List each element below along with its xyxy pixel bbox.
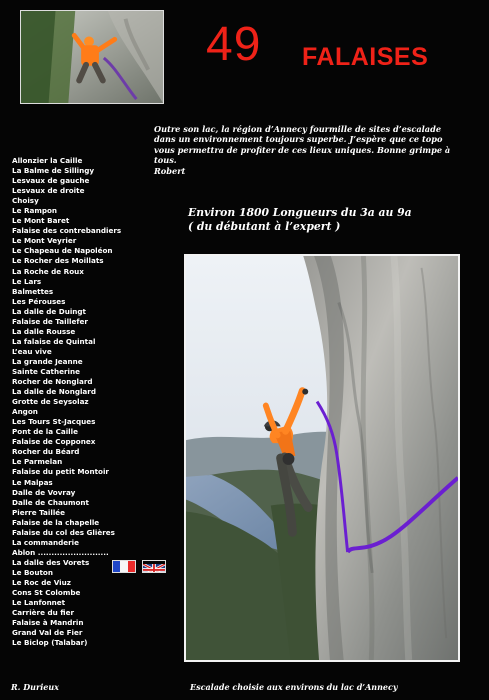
- route-summary-line-2: ( du débutant à l’expert ): [188, 220, 341, 233]
- intro-paragraph: Outre son lac, la région d’Annecy fourmille de sites d’escalade dans un environnement toujours superbe. J’espère que ce topo vous permettra de profiter de ces lieux uniques. Bonne grimpe à tous.: [154, 124, 451, 166]
- page-title: [206, 20, 476, 70]
- author-name: R. Durieux: [11, 682, 59, 692]
- list-item: La grande Jeanne: [12, 356, 83, 366]
- list-item: Le Biclop (Talabar): [12, 638, 88, 648]
- list-item: Le Lanfonnet: [12, 598, 66, 608]
- language-flags: [112, 560, 168, 574]
- list-item: La dalle Rousse: [12, 326, 76, 336]
- list-item: Angon: [12, 407, 38, 417]
- list-item: La dalle de Nonglard: [12, 387, 96, 397]
- list-item: Les Pérouses: [12, 296, 66, 306]
- list-item: Le Parmelan: [12, 457, 63, 467]
- list-item: La Balme de Sillingy: [12, 166, 95, 176]
- climber-on-cliff-image: [186, 256, 458, 660]
- thumbnail-image: [21, 11, 163, 103]
- list-item: Allonzier la Caille: [12, 156, 83, 165]
- french-flag-icon: [112, 560, 136, 573]
- list-item: Le Malpas: [12, 477, 53, 487]
- list-item: Lesvaux de droite: [12, 186, 85, 196]
- list-item: Pierre Taillée: [12, 507, 66, 517]
- list-item: Le Roc de Viuz: [12, 577, 71, 587]
- list-item: Falaise de la chapelle: [12, 517, 100, 527]
- intro-text-block: [154, 124, 459, 176]
- list-item: Choisy: [12, 196, 39, 206]
- list-item: Balmettes: [12, 286, 54, 296]
- list-item: La commanderie: [12, 537, 79, 547]
- list-item: Cons St Colombe: [12, 588, 81, 598]
- title-number: 49: [206, 18, 262, 71]
- title-word: FALAISES: [302, 43, 429, 71]
- list-item: Ablon ..........................: [12, 547, 109, 557]
- list-item: Le Rampon: [12, 206, 58, 216]
- main-climbing-photo: [184, 254, 460, 662]
- list-item: La Roche de Roux: [12, 266, 84, 276]
- list-item: Grotte de Seysolaz: [12, 397, 89, 407]
- list-item: La dalle des Vorets: [12, 557, 90, 567]
- list-item: Falaise du col des Glières: [12, 527, 115, 537]
- route-summary: [188, 206, 448, 234]
- list-item: Le Bouton: [12, 567, 53, 577]
- climbing-site-list: [12, 156, 182, 648]
- uk-flag-icon: [142, 560, 166, 573]
- list-item: Le Mont Veyrier: [12, 236, 77, 246]
- route-summary-line-1: Environ 1800 Longueurs du 3a au 9a: [188, 206, 412, 219]
- list-item: Rocher du Béard: [12, 447, 80, 457]
- list-item: Sainte Catherine: [12, 366, 80, 376]
- list-item: Pont de la Caille: [12, 427, 78, 437]
- list-item: Le Chapeau de Napoléon: [12, 246, 113, 256]
- list-item: La dalle de Duingt: [12, 306, 86, 316]
- list-item: Falaise de Copponex: [12, 437, 96, 447]
- footer-caption: Escalade choisie aux environs du lac d’Annecy: [190, 682, 398, 692]
- list-item: Falaise des contrebandiers: [12, 226, 122, 236]
- list-item: La falaise de Quintal: [12, 336, 96, 346]
- list-item: Rocher de Nonglard: [12, 377, 93, 387]
- list-item: Falaise à Mandrin: [12, 618, 84, 628]
- list-item: Les Tours St-Jacques: [12, 417, 96, 427]
- list-item: Lesvaux de gauche: [12, 176, 90, 186]
- list-item: Falaise du petit Montoir: [12, 467, 109, 477]
- list-item: Falaise de Taillefer: [12, 316, 88, 326]
- list-item: Le Rocher des Moillats: [12, 256, 104, 266]
- cover-thumbnail-climbing-photo: [20, 10, 164, 104]
- list-item: Le Lars: [12, 276, 42, 286]
- list-item: Dalle de Chaumont: [12, 497, 89, 507]
- list-item: Carrière du fier: [12, 608, 74, 618]
- list-item: L’eau vive: [12, 346, 52, 356]
- list-item: Dalle de Vovray: [12, 487, 76, 497]
- intro-signature: Robert: [154, 165, 186, 176]
- list-item: Grand Val de Fier: [12, 628, 83, 638]
- list-item: Le Mont Baret: [12, 216, 70, 226]
